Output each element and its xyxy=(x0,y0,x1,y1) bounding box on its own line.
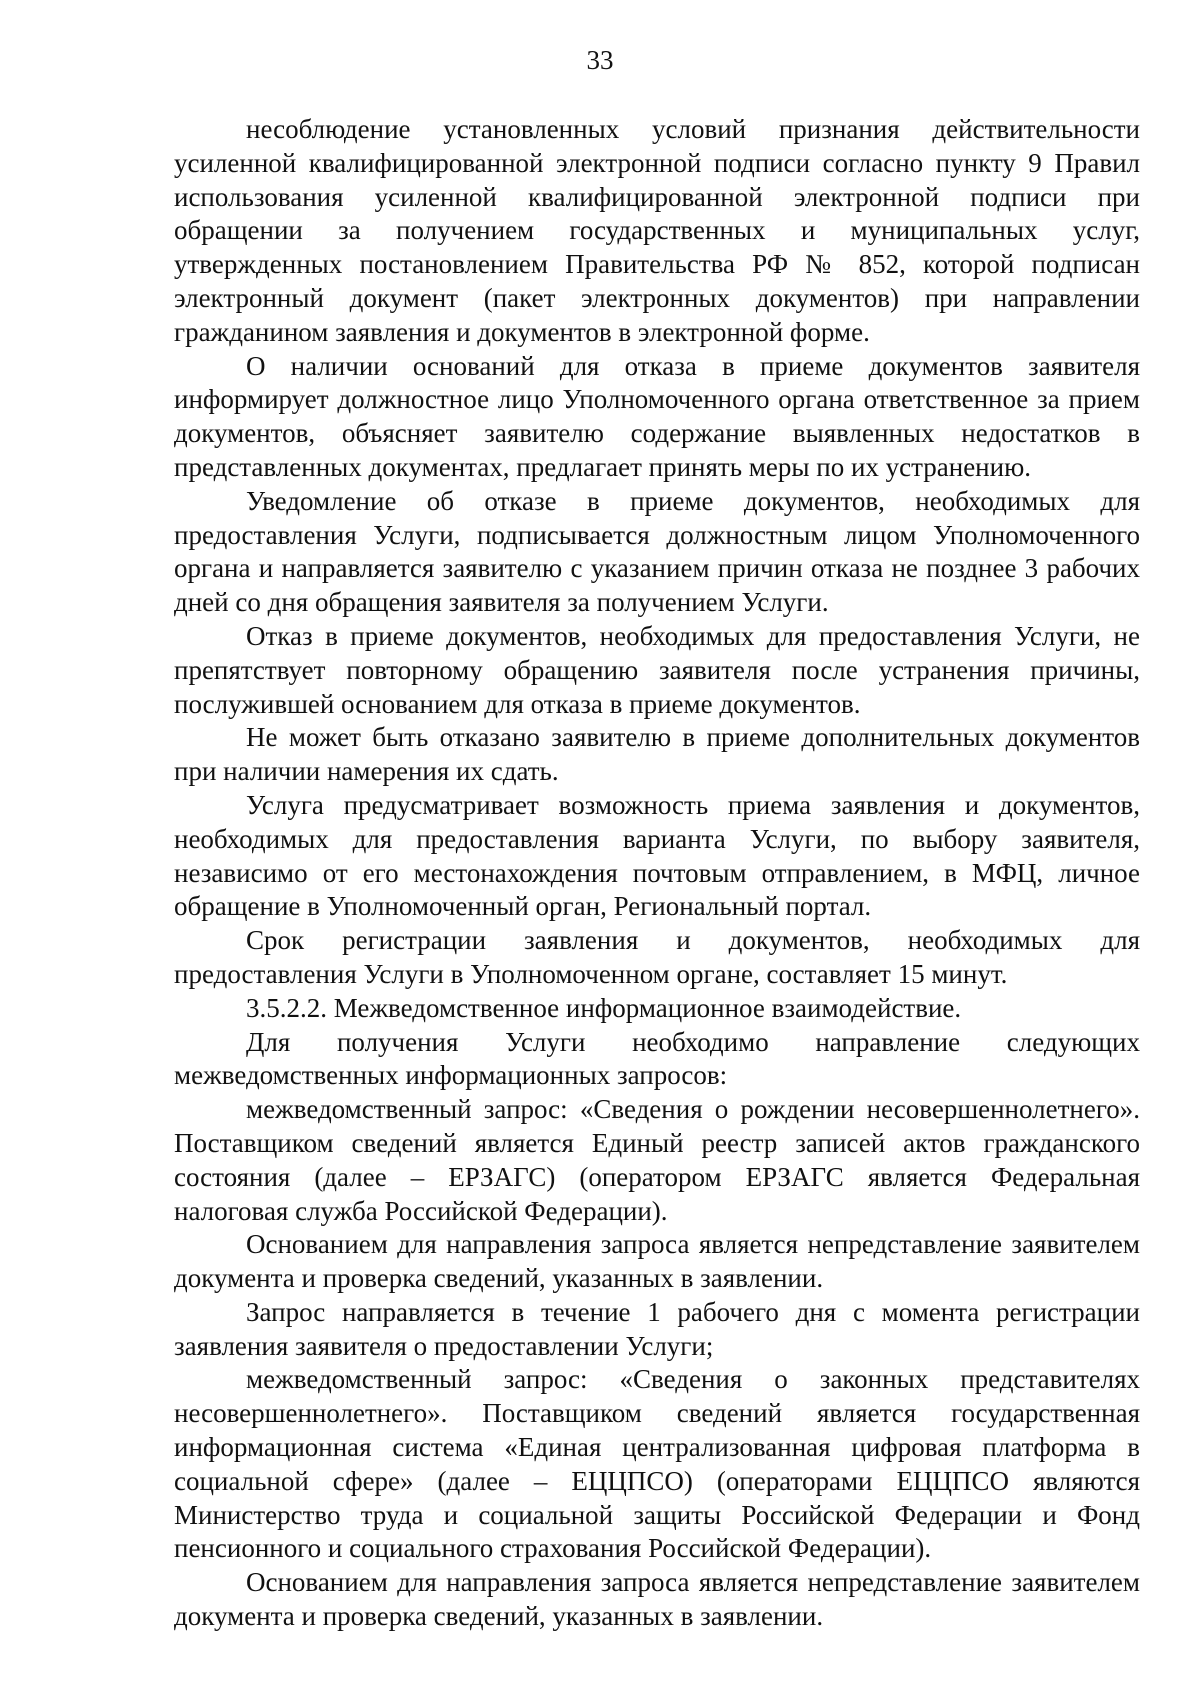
paragraph-request-timing: Запрос направляется в течение 1 рабочего дня с момента регистрации заявления заявителя о предоставлении Услуги; xyxy=(174,1296,1140,1361)
paragraph-request-basis-1: Основанием для направления запроса является непредставление заявителем документа и проверка сведений, указанных в заявлении. xyxy=(174,1229,1140,1294)
paragraph-signature-validity: несоблюдение установленных условий признания действительности усиленной квалифицированной электронной подписи согласно пункту 9 Правил использования усиленной квалифицированной электронной подписи при обращении за получением государственных и муниципальных услуг, утвержденных постановлением Правительства РФ № 852, которой подписан электронный документ (пакет электронных документов) при направлении гражданином заявления и документов в электронной форме. xyxy=(174,114,1140,347)
paragraph-request-birth-info: межведомственный запрос: «Сведения о рождении несовершеннолетнего». Поставщиком сведений является Единый реестр записей актов гражданского состояния (далее – ЕРЗАГС) (оператором ЕРЗАГС является Федеральная налоговая служба Российской Федерации). xyxy=(174,1094,1140,1226)
paragraph-interagency-requests-intro: Для получения Услуги необходимо направление следующих межведомственных информационных запросов: xyxy=(174,1026,1140,1091)
paragraph-registration-term: Срок регистрации заявления и документов, необходимых для предоставления Услуги в Уполномоченном органе, составляет 15 минут. xyxy=(174,925,1140,989)
paragraph-refusal-notification: Уведомление об отказе в приеме документов, необходимых для предоставления Услуги, подписывается должностным лицом Уполномоченного органа и направляется заявителю с указанием причин отказа не позднее 3 рабочих дней со дня обращения заявителя за получением Услуги. xyxy=(174,485,1140,618)
paragraph-submission-options: Услуга предусматривает возможность приема заявления и документов, необходимых для предоставления варианта Услуги, по выбору заявителя, независимо от его местонахождения почтовым отправлением, в МФЦ, личное обращение в Уполномоченный орган, Региональный портал. xyxy=(174,789,1140,922)
section-heading-interagency: 3.5.2.2. Межведомственное информационное взаимодействие. xyxy=(246,992,962,1023)
paragraph-additional-documents: Не может быть отказано заявителю в приеме дополнительных документов при наличии намерения их сдать. xyxy=(174,722,1140,787)
paragraph-request-basis-2: Основанием для направления запроса является непредставление заявителем документа и проверка сведений, указанных в заявлении. xyxy=(174,1567,1140,1632)
paragraph-request-legal-representatives: межведомственный запрос: «Сведения о законных представителях несовершеннолетнего». Поставщиком сведений является государственная информационная система «Единая централизованная цифровая платформа в социальной сфере» (далее – ЕЦЦПСО) (операторами ЕЦЦПСО являются Министерство труда и социальной защиты Российской Федерации и Фонд пенсионного и социального страхования Российской Федерации). xyxy=(174,1364,1140,1564)
paragraph-repeat-application: Отказ в приеме документов, необходимых для предоставления Услуги, не препятствует повторному обращению заявителя после устранения причины, послужившей основанием для отказа в приеме документов. xyxy=(174,620,1140,719)
paragraph-refusal-notice-official: О наличии оснований для отказа в приеме документов заявителя информирует должностное лицо Уполномоченного органа ответственное за прием документов, объясняет заявителю содержание выявленных недостатков в представленных документах, предлагает принять меры по их устранению. xyxy=(174,350,1140,482)
document-body xyxy=(174,113,1140,1634)
page-number: 33 xyxy=(586,45,614,75)
